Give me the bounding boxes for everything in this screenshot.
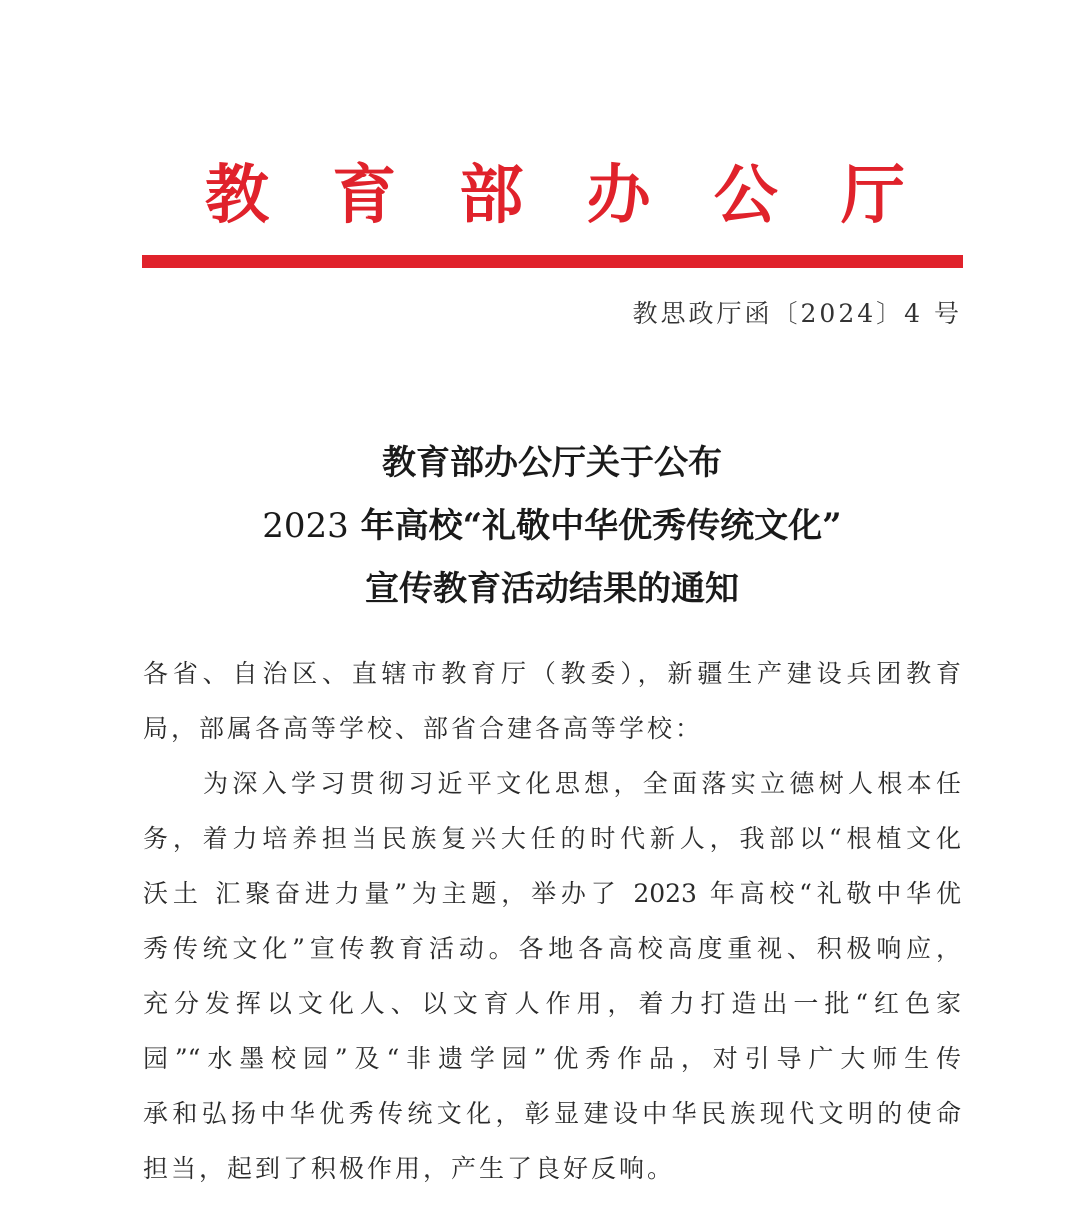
body-line: 担当，起到了积极作用，产生了良好反响。: [143, 1154, 676, 1183]
body-line: 沃土 汇聚奋进力量”为主题，举办了 2023 年高校“礼敬中华优: [143, 879, 961, 908]
title-line-3: 宣传教育活动结果的通知: [365, 569, 739, 609]
body-line: 各省、自治区、直辖市教育厅（教委），新疆生产建设兵团教育: [143, 659, 961, 688]
document-body: [143, 646, 961, 1196]
letterhead-red-divider: [142, 255, 963, 268]
title-line-1: 教育部办公厅关于公布: [382, 443, 722, 483]
letterhead-char: 办: [586, 158, 651, 233]
body-line: 局，部属各高等学校、部省合建各高等学校：: [143, 714, 704, 743]
letterhead-org-name: [205, 158, 905, 234]
body-line: 承和弘扬中华优秀传统文化，彰显建设中华民族现代文明的使命: [143, 1099, 961, 1128]
body-line: 秀传统文化”宣传教育活动。各地各高校高度重视、积极响应，: [143, 934, 961, 963]
title-line-2-text: 年高校“礼敬中华优秀传统文化”: [348, 506, 842, 546]
document-number: 教思政厅函〔2024〕4 号: [632, 299, 962, 328]
document-title: [0, 432, 1080, 621]
letterhead-char: 厅: [840, 158, 905, 233]
letterhead-char: 育: [332, 158, 397, 233]
body-line: 充分发挥以文化人、以文育人作用，着力打造出一批“红色家: [143, 989, 961, 1018]
letterhead-char: 教: [205, 158, 269, 233]
body-line: 务，着力培养担当民族复兴大任的时代新人，我部以“根植文化: [143, 824, 961, 853]
title-line-2: [0, 495, 1080, 558]
body-line: 园”“水墨校园”及“非遗学园”优秀作品，对引导广大师生传: [143, 1044, 961, 1073]
title-year: 2023: [262, 506, 349, 546]
letterhead-char: 公: [713, 158, 778, 233]
letterhead-char: 部: [459, 158, 524, 233]
body-line: 为深入学习贯彻习近平文化思想，全面落实立德树人根本任: [203, 769, 961, 798]
